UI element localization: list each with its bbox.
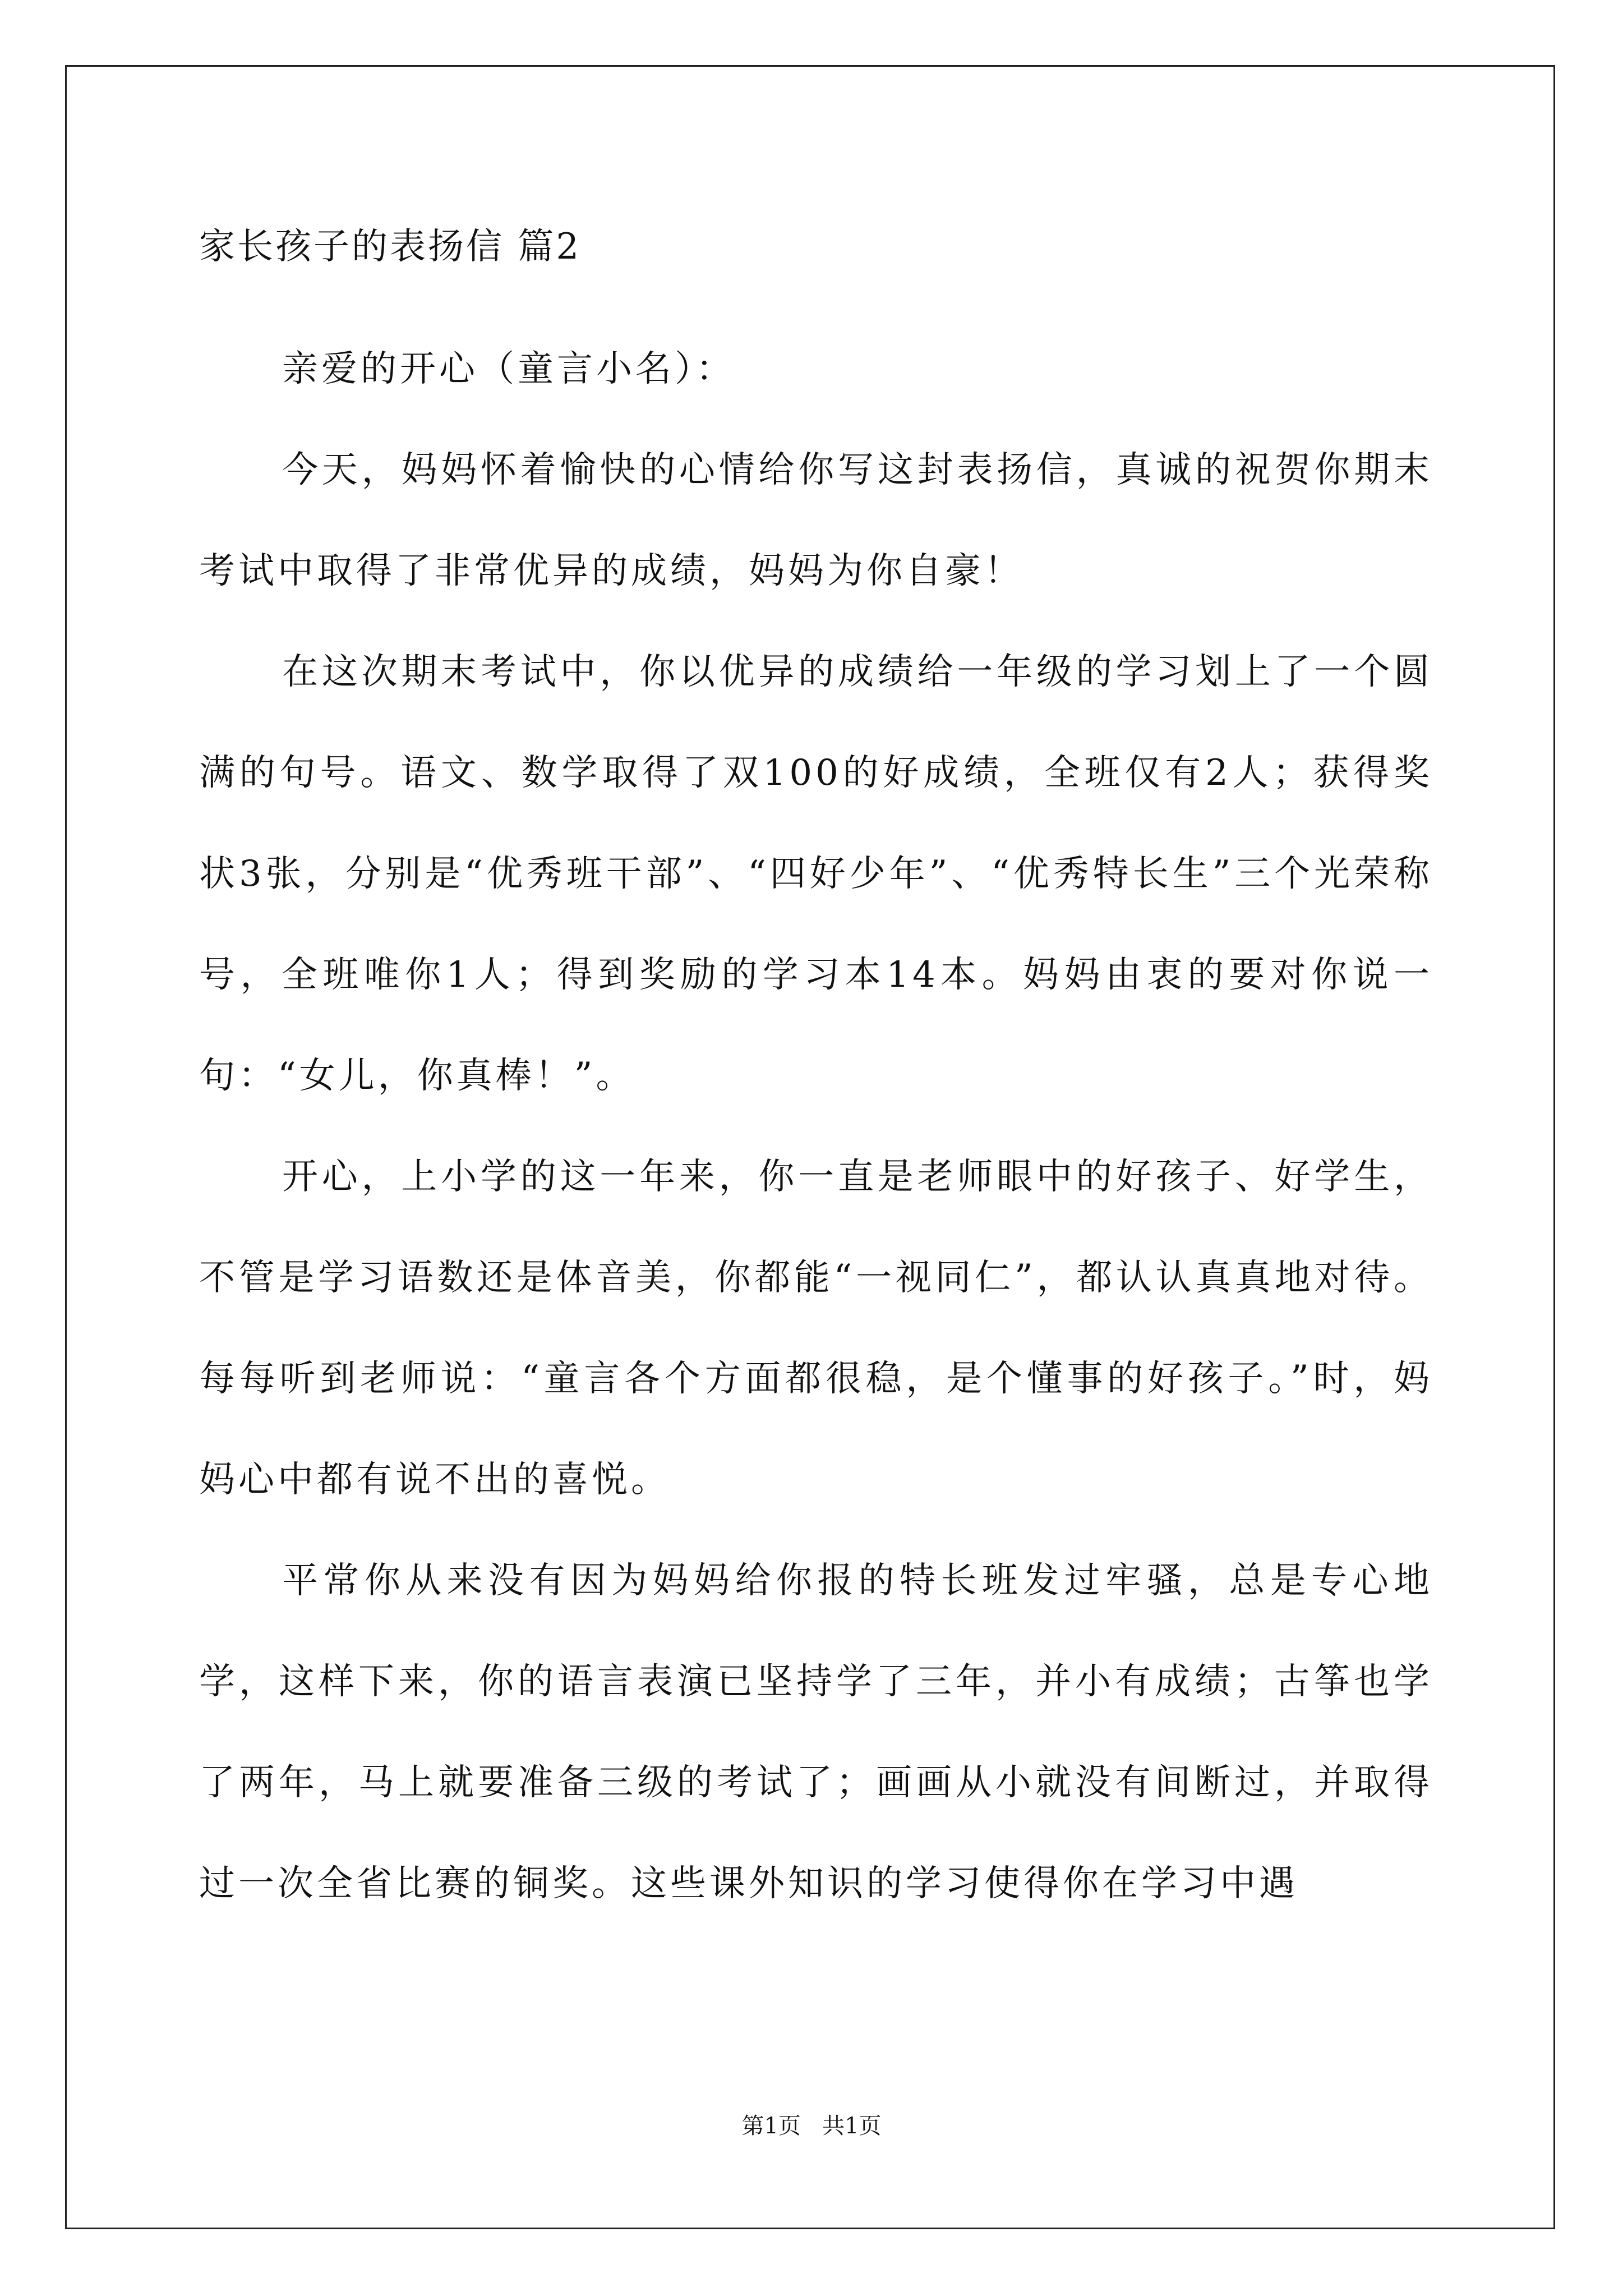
document-body bbox=[199, 319, 1433, 1934]
body-paragraph: 开心，上小学的这一年来，你一直是老师眼中的好孩子、好学生，不管是学习语数还是体音美，你都能“一视同仁”，都认认真真地对待。每每听到老师说：“童言各个方面都很稳，是个懂事的好孩子。”时，妈妈心中都有说不出的喜悦。 bbox=[199, 1156, 1433, 1501]
page-number-footer: 第1页 共1页 bbox=[741, 2113, 882, 2139]
body-paragraph: 在这次期末考试中，你以优异的成绩给一年级的学习划上了一个圆满的句号。语文、数学取得了双100的好成绩，全班仅有2人；获得奖状3张，分别是“优秀班干部”、“四好少年”、“优秀特长生”三个光荣称号，全班唯你1人；得到奖励的学习本14本。妈妈由衷的要对你说一句：“女儿，你真棒！”。 bbox=[199, 651, 1433, 1097]
document-title: 家长孩子的表扬信 篇2 bbox=[199, 226, 582, 268]
body-paragraph: 今天，妈妈怀着愉快的心情给你写这封表扬信，真诚的祝贺你期末考试中取得了非常优异的成绩，妈妈为你自豪！ bbox=[199, 449, 1433, 592]
salutation-paragraph: 亲爱的开心（童言小名）： bbox=[282, 348, 735, 390]
body-paragraph: 平常你从来没有因为妈妈给你报的特长班发过牢骚，总是专心地学，这样下来，你的语言表演已坚持学了三年，并小有成绩；古筝也学了两年，马上就要准备三级的考试了；画画从小就没有间断过，并取得过一次全省比赛的铜奖。这些课外知识的学习使得你在学习中遇 bbox=[199, 1560, 1433, 1904]
